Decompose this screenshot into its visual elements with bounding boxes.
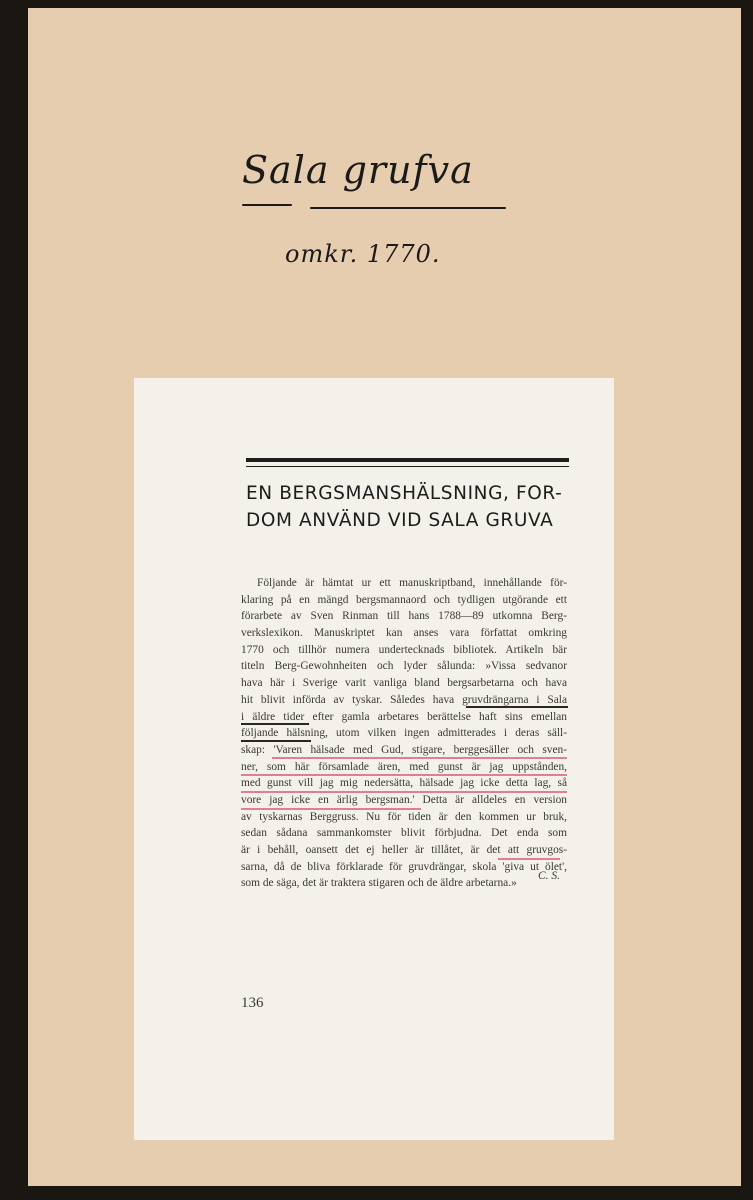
body-line: klaring på en mängd bergsmannaord och tydligen utgörande ett (241, 593, 567, 606)
body-line: i äldre tider efter gamla arbetares berättelse haft sins emellan (241, 710, 567, 723)
body-line: är i behåll, oansett det ej heller är tillåtet, är det att gruvgos- (241, 844, 567, 856)
body-line: hit blivit införda av tyskar. Således hava gruvdrängarna i Sala (241, 693, 567, 706)
page-number: 136 (241, 995, 264, 1011)
pen-underline-red (272, 757, 567, 759)
heading-line: EN BERGSMANSHÄLSNING, FOR- (246, 483, 563, 504)
body-line: 1770 och tillhör numera undertecknads bibliotek. Artikeln bär (241, 643, 567, 656)
body-line: sedan sådana sammankomster blivit förbjudna. Det enda som (241, 827, 567, 840)
body-line: verkslexikon. Manuskriptet kan anses vara författat omkring (241, 627, 567, 640)
body-line: av tyskarnas Berggruss. Nu för tiden är den kommen ur bruk, (241, 810, 567, 823)
body-line: som de säga, det är traktera stigaren och de äldre arbetarna.» (241, 877, 517, 890)
body-line: ner, som här församlade ären, med gunst är jag uppstånden, (241, 760, 567, 773)
body-line: följande hälsning, utom vilken ingen admitterades i deras säll- (241, 727, 567, 740)
pen-underline-red (241, 774, 567, 776)
author-initials: C. S. (537, 870, 560, 882)
body-line: skap: 'Varen hälsade med Gud, stigare, berggesäller och sven- (241, 743, 567, 756)
heading-rule-thick (246, 458, 569, 462)
pen-underline (241, 723, 309, 725)
heading-rule-thin (246, 466, 569, 467)
pen-underline-red (241, 808, 421, 810)
title-underline-left (242, 204, 292, 206)
heading-line: DOM ANVÄND VID SALA GRUVA (246, 510, 554, 531)
pen-underline-red (241, 791, 567, 793)
article-body (241, 575, 567, 892)
handwritten-title: Sala grufva (242, 148, 474, 192)
body-line: förarbete av Sven Rinman till hans 1788—89 utkomna Berg- (241, 610, 567, 623)
pen-underline-red (498, 858, 560, 860)
body-line: sarna, då de bliva förklarade för gruvdrängar, skola 'giva ut ölet', (241, 860, 567, 873)
title-underline-right (310, 207, 506, 209)
body-line: med gunst vill jag mig nedersätta, hälsade jag icke detta lag, så (241, 777, 567, 790)
pen-underline (466, 706, 568, 708)
body-line: titeln Berg-Gewohnheiten och lyder sålunda: »Vissa sedvanor (241, 660, 567, 673)
body-line: vore jag icke en ärlig bergsman.' Detta är alldeles en version (241, 793, 567, 806)
article-heading (246, 480, 576, 534)
handwritten-date: omkr. 1770. (285, 240, 441, 268)
pen-underline (241, 740, 311, 742)
body-line: Följande är hämtat ur ett manuskriptband, innehållande för- (257, 577, 567, 589)
body-line: hava här i Sverige varit vanliga bland bergsarbetarna och hava (241, 677, 567, 690)
